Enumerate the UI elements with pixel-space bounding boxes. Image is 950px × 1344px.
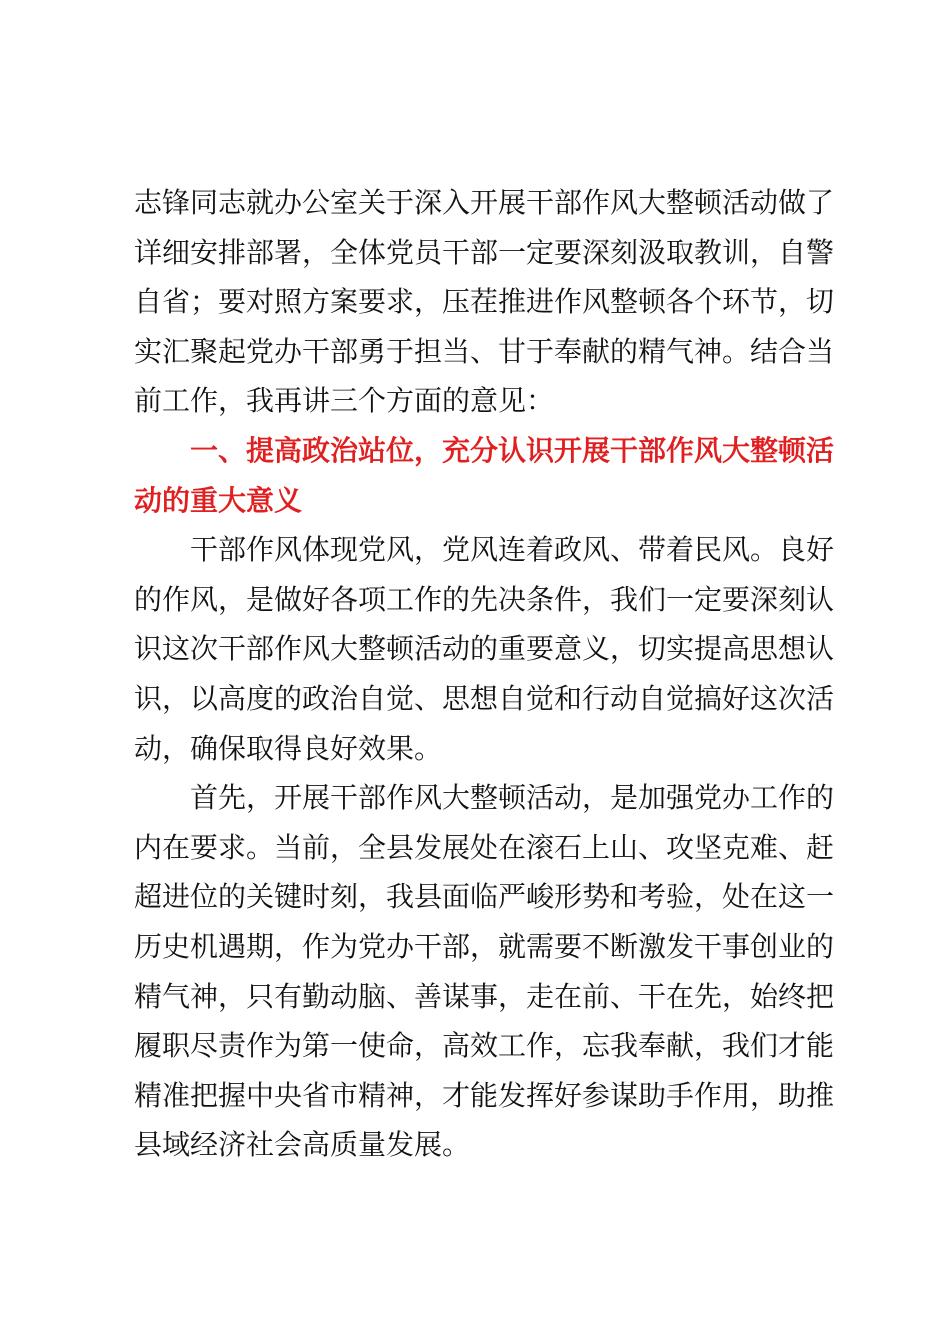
document-body: [134, 178, 834, 1170]
text-line: 的作风，是做好各项工作的先决条件，我们一定要深刻认: [134, 582, 834, 616]
text-line: 履职尽责作为第一使命，高效工作，忘我奉献，我们才能: [134, 1029, 834, 1063]
text-line: 首先，开展干部作风大整顿活动，是加强党办工作的: [190, 781, 834, 815]
heading-line: 一、提高政治站位，充分认识开展干部作风大整顿活: [190, 433, 834, 467]
body-paragraph: [134, 525, 834, 773]
text-line: 识这次干部作风大整顿活动的重要意义，切实提高思想认: [134, 632, 834, 666]
text-line: 实汇聚起党办干部勇于担当、甘于奉献的精气神。结合当: [134, 334, 834, 368]
text-line: 精准把握中央省市精神，才能发挥好参谋助手作用，助推: [134, 1078, 834, 1112]
text-line: 历史机遇期，作为党办干部，就需要不断激发干事创业的: [134, 929, 834, 963]
intro-paragraph: [134, 178, 834, 426]
section-heading: [134, 426, 834, 525]
heading-line: 动的重大意义: [134, 483, 303, 517]
text-line: 精气神，只有勤动脑、善谋事，走在前、干在先，始终把: [134, 979, 834, 1013]
text-line: 动，确保取得良好效果。: [134, 731, 443, 765]
text-line: 内在要求。当前，全县发展处在滚石上山、攻坚克难、赶: [134, 830, 834, 864]
text-line: 干部作风体现党风，党风连着政风、带着民风。良好: [190, 533, 834, 567]
text-line: 识，以高度的政治自觉、思想自觉和行动自觉搞好这次活: [134, 681, 834, 715]
text-line: 自省；要对照方案要求，压茬推进作风整顿各个环节，切: [134, 285, 834, 319]
text-line: 超进位的关键时刻，我县面临严峻形势和考验，处在这一: [134, 880, 834, 914]
text-line: 前工作，我再讲三个方面的意见：: [134, 384, 555, 418]
text-line: 详细安排部署，全体党员干部一定要深刻汲取教训，自警: [134, 235, 834, 269]
text-line: 志锋同志就办公室关于深入开展干部作风大整顿活动做了: [134, 186, 834, 219]
body-paragraph: [134, 773, 834, 1170]
text-line: 县域经济社会高质量发展。: [134, 1128, 471, 1162]
